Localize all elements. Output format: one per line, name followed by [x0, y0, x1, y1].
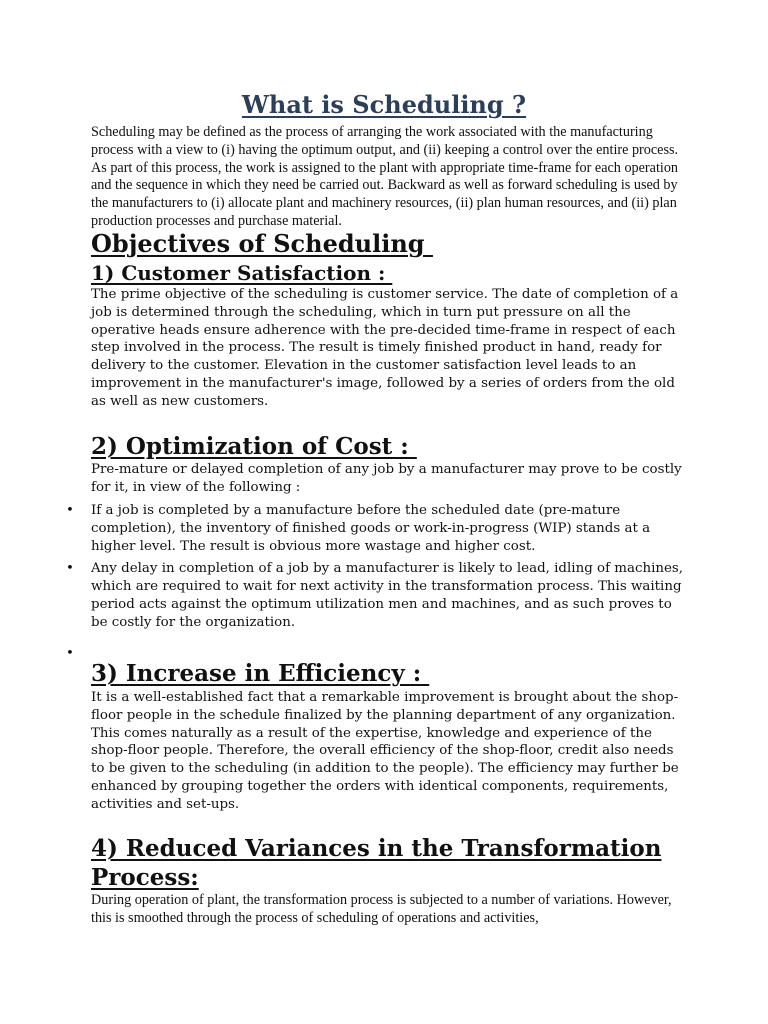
list-item: [66, 502, 691, 555]
section-heading-reduced-variances: 4) Reduced Variances in the Transformation Process:: [91, 835, 662, 891]
cost-bullet-list: [66, 502, 691, 663]
bullet-icon: •: [66, 561, 74, 577]
section-text-optimization-of-cost: Pre-mature or delayed completion of any job by a manufacturer may prove to be costly for it, in view of the following :: [91, 462, 682, 495]
section-heading-optimization-of-cost: 2) Optimization of Cost :: [91, 433, 417, 460]
bullet-icon: •: [66, 503, 74, 518]
list-item-text: Any delay in completion of a job by a manufacturer is likely to lead, idling of machines, which are required to wait for next activity in the transformation process. This waiting period acts against the optimum utilization men and machines, and as such proves to be costly for the organization.: [91, 561, 684, 630]
bullet-icon: •: [66, 645, 74, 661]
list-item-text: If a job is completed by a manufacture before the scheduled date (pre-mature completion), the inventory of finished goods or work-in-progress (WIP) stands at a higher level. The result is obvious more wastage and higher cost.: [91, 503, 651, 554]
section-text-customer-satisfaction: The prime objective of the scheduling is customer service. The date of completion of a job is determined through the scheduling, which in turn put pressure on all the operative heads ensure adherence with the pre-decided time-frame in respect of each step involved in the process. The result is timely finished product in hand, ready for delivery to the customer. Elevation in the customer satisfaction level leads to an improvement in the manufacturer's image, followed by a series of orders from the old as well as new customers.: [91, 287, 679, 409]
list-item: [66, 560, 691, 631]
page-title: What is Scheduling ?: [241, 90, 527, 119]
section-heading-increase-in-efficiency: 3) Increase in Efficiency :: [91, 660, 430, 687]
section-text-increase-in-efficiency: It is a well-established fact that a remarkable improvement is brought about the shop-floor people in the schedule finalized by the planning department of any organization. This comes naturally as a result of the expertise, knowledge and experience of the shop-floor people. Therefore, the overall efficiency of the shop-floor, credit also needs to be given to the scheduling (in addition to the people). The efficiency may further be enhanced by grouping together the orders with identical components, requirements, activities and set-ups.: [91, 690, 679, 812]
objectives-heading: Objectives of Scheduling: [91, 229, 433, 258]
section-text-reduced-variances: During operation of plant, the transformation process is subjected to a number of variations. However, this is smoothed through the process of scheduling of operations and activities,: [91, 892, 672, 926]
intro-paragraph: Scheduling may be defined as the process of arranging the work associated with the manufacturing process with a view to (i) having the optimum output, and (ii) keeping a control over the entire process. As part of this process, the work is assigned to the plant with appropriate time-frame for each operation and the sequence in which they need be carried out. Backward as well as forward scheduling is used by the manufacturers to (i) allocate plant and machinery resources, (ii) plan human resources, and (ii) plan production processes and purchase material.: [91, 124, 679, 229]
section-heading-customer-satisfaction: 1) Customer Satisfaction :: [91, 261, 393, 285]
